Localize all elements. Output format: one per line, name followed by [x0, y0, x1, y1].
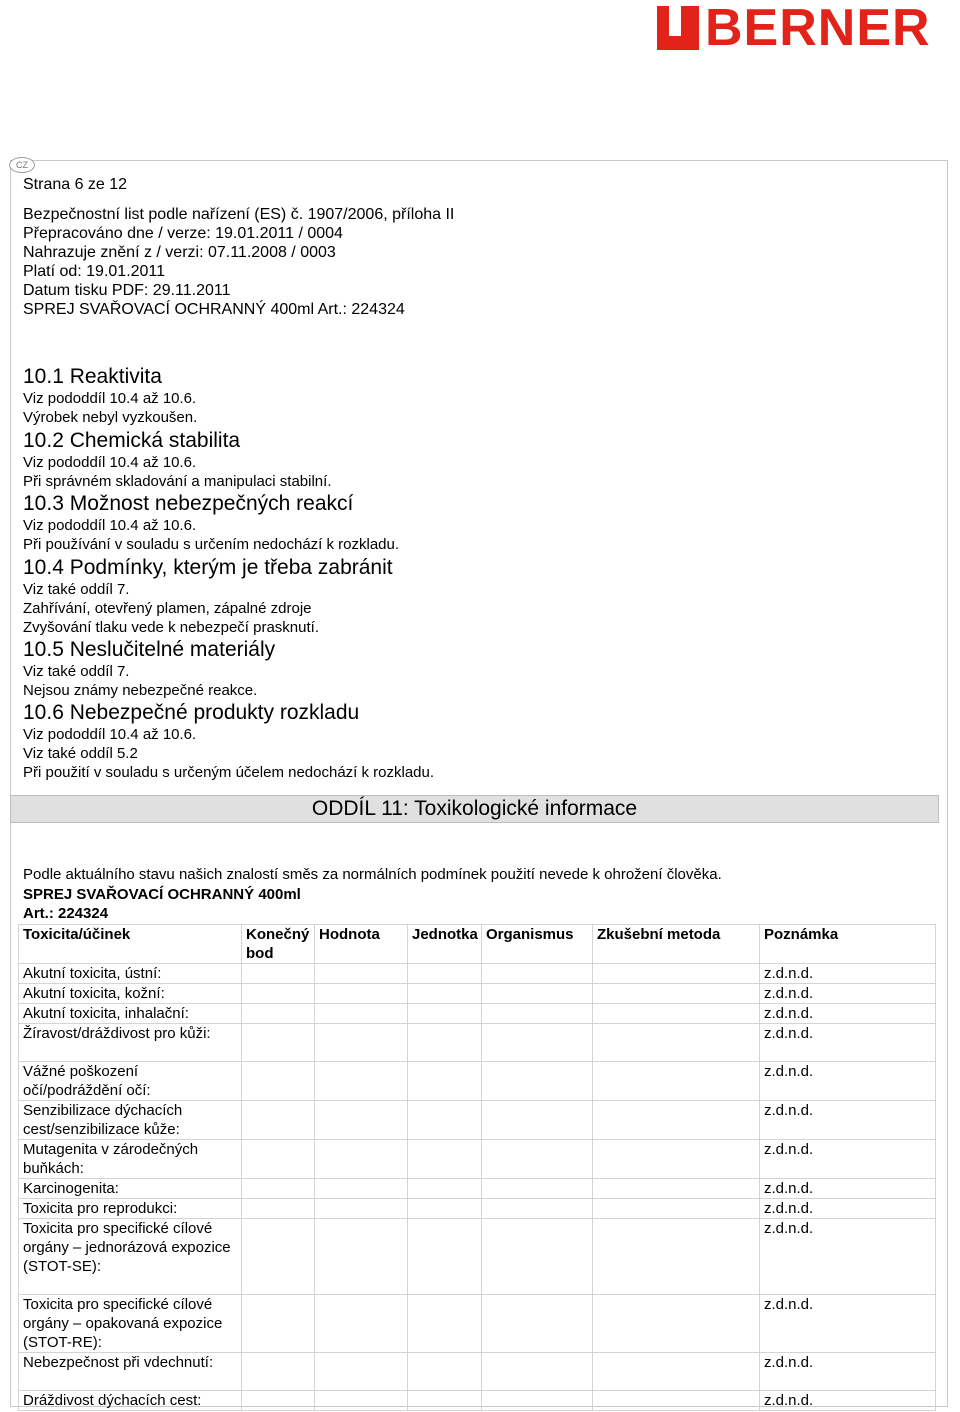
text-line: Zvyšování tlaku vede k nebezpečí prasknutí.: [23, 619, 319, 636]
note-cell: z.d.n.d.: [760, 1101, 936, 1140]
logo-text: BERNER: [705, 0, 931, 57]
table-row: [19, 964, 936, 984]
note-cell: z.d.n.d.: [760, 984, 936, 1004]
effect-cell: Akutní toxicita, ústní:: [19, 964, 242, 984]
text-line: Při používání v souladu s určením nedochází k rozkladu.: [23, 536, 400, 553]
text-line: Zahřívání, otevřený plamen, zápalné zdroje: [23, 600, 312, 617]
table-row: [19, 984, 936, 1004]
column-header: Toxicita/účinek: [19, 925, 242, 964]
product-line: SPREJ SVAŘOVACÍ OCHRANNÝ 400ml Art.: 224324: [23, 301, 405, 318]
note-cell: z.d.n.d.: [760, 1391, 936, 1411]
text-line: Při použití v souladu s určeným účelem nedochází k rozkladu.: [23, 764, 435, 781]
table-row: [19, 1004, 936, 1024]
section-11-intro: Podle aktuálního stavu našich znalostí směs za normálních podmínek použití nevede k ohrožení člověka.: [23, 866, 722, 883]
table-row: [19, 1024, 936, 1062]
column-header: Poznámka: [760, 925, 936, 964]
revised-line: Přepracováno dne / verze: 19.01.2011 / 0004: [23, 225, 343, 242]
country-badge: CZ: [9, 157, 35, 173]
subsection-heading: 10.6 Nebezpečné produkty rozkladu: [23, 701, 360, 724]
text-line: Viz pododdíl 10.4 až 10.6.: [23, 726, 197, 743]
effect-cell: Toxicita pro reprodukci:: [19, 1199, 242, 1219]
table-row: [19, 1353, 936, 1391]
text-line: Viz pododdíl 10.4 až 10.6.: [23, 454, 197, 471]
note-cell: z.d.n.d.: [760, 1024, 936, 1062]
effect-cell: Akutní toxicita, inhalační:: [19, 1004, 242, 1024]
text-line: Viz také oddíl 7.: [23, 663, 130, 680]
table-row: [19, 1140, 936, 1179]
effect-cell: Toxicita pro specifické cílové orgány – opakovaná expozice (STOT-RE):: [19, 1295, 242, 1353]
column-header: Jednotka: [408, 925, 482, 964]
text-line: Viz pododdíl 10.4 až 10.6.: [23, 517, 197, 534]
replaces-line: Nahrazuje znění z / verzi: 07.11.2008 / 0003: [23, 244, 336, 261]
effect-cell: Karcinogenita:: [19, 1179, 242, 1199]
note-cell: z.d.n.d.: [760, 1179, 936, 1199]
effect-cell: Vážné poškození očí/podráždění očí:: [19, 1062, 242, 1101]
subsection-heading: 10.1 Reaktivita: [23, 365, 162, 388]
note-cell: z.d.n.d.: [760, 1140, 936, 1179]
text-line: Viz také oddíl 5.2: [23, 745, 138, 762]
table-row: [19, 1062, 936, 1101]
logo-mark-icon: [657, 6, 699, 50]
table-row: [19, 1101, 936, 1140]
berner-logo: [657, 0, 957, 57]
text-line: Výrobek nebyl vyzkoušen.: [23, 409, 198, 426]
effect-cell: Nebezpečnost při vdechnutí:: [19, 1353, 242, 1391]
text-line: Nejsou známy nebezpečné reakce.: [23, 682, 258, 699]
subsection-heading: 10.5 Neslučitelné materiály: [23, 638, 276, 661]
toxicity-table: [18, 924, 936, 1411]
table-header-row: [19, 925, 936, 964]
column-header: Organismus: [482, 925, 593, 964]
article-number: Art.: 224324: [23, 905, 109, 922]
table-row: [19, 1199, 936, 1219]
effect-cell: Senzibilizace dýchacích cest/senzibilizace kůže:: [19, 1101, 242, 1140]
note-cell: z.d.n.d.: [760, 1295, 936, 1353]
column-header: Konečný bod: [242, 925, 315, 964]
pdf-date-line: Datum tisku PDF: 29.11.2011: [23, 282, 231, 299]
table-row: [19, 1295, 936, 1353]
subsection-heading: 10.4 Podmínky, kterým je třeba zabránit: [23, 556, 393, 579]
note-cell: z.d.n.d.: [760, 1219, 936, 1295]
effect-cell: Dráždivost dýchacích cest:: [19, 1391, 242, 1411]
note-cell: z.d.n.d.: [760, 964, 936, 984]
effect-cell: Mutagenita v zárodečných buňkách:: [19, 1140, 242, 1179]
effect-cell: Žíravost/dráždivost pro kůži:: [19, 1024, 242, 1062]
note-cell: z.d.n.d.: [760, 1353, 936, 1391]
note-cell: z.d.n.d.: [760, 1062, 936, 1101]
table-row: [19, 1219, 936, 1295]
valid-from-line: Platí od: 19.01.2011: [23, 263, 166, 280]
subsection-heading: 10.3 Možnost nebezpečných reakcí: [23, 492, 354, 515]
effect-cell: Toxicita pro specifické cílové orgány – jednorázová expozice (STOT-SE):: [19, 1219, 242, 1295]
product-name: SPREJ SVAŘOVACÍ OCHRANNÝ 400ml: [23, 886, 301, 903]
section-11-title: ODDÍL 11: Toxikologické informace: [10, 795, 939, 823]
table-row: [19, 1179, 936, 1199]
table-row: [19, 1391, 936, 1411]
subsection-heading: 10.2 Chemická stabilita: [23, 429, 241, 452]
effect-cell: Akutní toxicita, kožní:: [19, 984, 242, 1004]
note-cell: z.d.n.d.: [760, 1199, 936, 1219]
note-cell: z.d.n.d.: [760, 1004, 936, 1024]
page-number: Strana 6 ze 12: [23, 176, 128, 193]
column-header: Hodnota: [315, 925, 408, 964]
column-header: Zkušební metoda: [593, 925, 760, 964]
text-line: Viz také oddíl 7.: [23, 581, 130, 598]
text-line: Viz pododdíl 10.4 až 10.6.: [23, 390, 197, 407]
regulation-line: Bezpečnostní list podle nařízení (ES) č. 1907/2006, příloha II: [23, 206, 455, 223]
text-line: Při správném skladování a manipulaci stabilní.: [23, 473, 332, 490]
